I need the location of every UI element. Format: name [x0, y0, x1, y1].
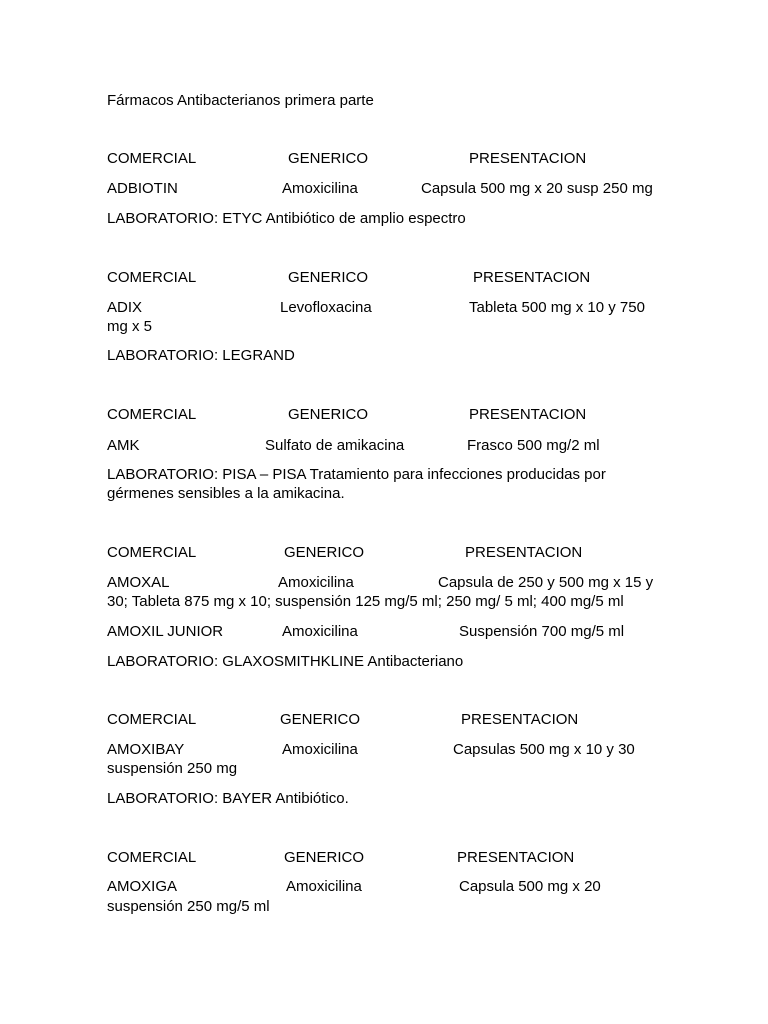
- header-generic: GENERICO: [280, 711, 361, 728]
- header-generic: GENERICO: [288, 406, 369, 423]
- presentation-text: Tableta 500 mg x 10 y 750: [469, 299, 645, 316]
- header-presentation: PRESENTACION: [473, 269, 591, 286]
- laboratory-line: LABORATORIO: GLAXOSMITHKLINE Antibacteriano: [107, 653, 464, 670]
- header-commercial: COMERCIAL: [107, 269, 197, 286]
- generic-name: Amoxicilina: [278, 574, 354, 591]
- presentation-continuation: suspensión 250 mg: [107, 760, 238, 777]
- laboratory-line: LABORATORIO: BAYER Antibiótico.: [107, 790, 349, 807]
- commercial-name: ADBIOTIN: [107, 180, 178, 197]
- commercial-name: AMOXIL JUNIOR: [107, 623, 224, 640]
- header-generic: GENERICO: [288, 150, 369, 167]
- generic-name: Sulfato de amikacina: [265, 437, 405, 454]
- generic-name: Amoxicilina: [282, 180, 358, 197]
- presentation-text: Capsulas 500 mg x 10 y 30: [453, 741, 635, 758]
- presentation-continuation: mg x 5: [107, 318, 153, 335]
- generic-name: Amoxicilina: [286, 878, 362, 895]
- header-commercial: COMERCIAL: [107, 544, 197, 561]
- generic-name: Amoxicilina: [282, 623, 358, 640]
- laboratory-line-continuation: gérmenes sensibles a la amikacina.: [107, 485, 345, 502]
- commercial-name: AMOXIGA: [107, 878, 178, 895]
- header-presentation: PRESENTACION: [469, 150, 587, 167]
- header-generic: GENERICO: [284, 849, 365, 866]
- commercial-name: AMOXIBAY: [107, 741, 185, 758]
- header-commercial: COMERCIAL: [107, 406, 197, 423]
- header-presentation: PRESENTACION: [461, 711, 579, 728]
- presentation-text: Capsula 500 mg x 20 susp 250 mg: [421, 180, 653, 197]
- document-title: Fármacos Antibacterianos primera parte: [107, 92, 374, 109]
- generic-name: Amoxicilina: [282, 741, 358, 758]
- commercial-name: ADIX: [107, 299, 143, 316]
- presentation-text: Capsula de 250 y 500 mg x 15 y: [438, 574, 654, 591]
- presentation-text: Frasco 500 mg/2 ml: [467, 437, 600, 454]
- laboratory-line: LABORATORIO: PISA – PISA Tratamiento para infecciones producidas por: [107, 466, 606, 483]
- laboratory-line: LABORATORIO: LEGRAND: [107, 347, 295, 364]
- presentation-text: Capsula 500 mg x 20: [459, 878, 601, 895]
- commercial-name: AMOXAL: [107, 574, 170, 591]
- laboratory-line: LABORATORIO: ETYC Antibiótico de amplio espectro: [107, 210, 466, 227]
- presentation-continuation: suspensión 250 mg/5 ml: [107, 898, 270, 915]
- header-generic: GENERICO: [284, 544, 365, 561]
- header-presentation: PRESENTACION: [469, 406, 587, 423]
- presentation-continuation: 30; Tableta 875 mg x 10; suspensión 125 mg/5 ml; 250 mg/ 5 ml; 400 mg/5 ml: [107, 593, 624, 610]
- header-commercial: COMERCIAL: [107, 849, 197, 866]
- header-presentation: PRESENTACION: [465, 544, 583, 561]
- header-commercial: COMERCIAL: [107, 711, 197, 728]
- presentation-text: Suspensión 700 mg/5 ml: [459, 623, 625, 640]
- header-commercial: COMERCIAL: [107, 150, 197, 167]
- header-generic: GENERICO: [288, 269, 369, 286]
- commercial-name: AMK: [107, 437, 140, 454]
- generic-name: Levofloxacina: [280, 299, 372, 316]
- header-presentation: PRESENTACION: [457, 849, 575, 866]
